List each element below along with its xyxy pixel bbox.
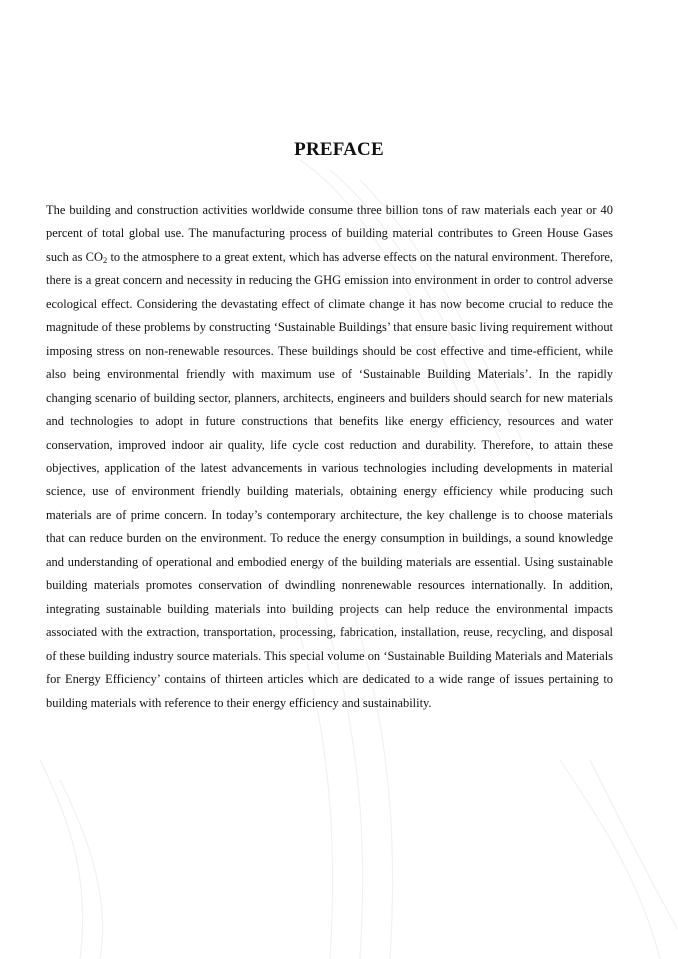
paragraph-text-part1: The building and construction activities worldwide consume three billion tons of raw materials each year or 40 percent of total global use. The manufacturing process of building material contributes to Green House Gases such as CO (46, 203, 613, 264)
preface-paragraph (46, 199, 613, 715)
paragraph-text-part2: to the atmosphere to a great extent, which has adverse effects on the natural environment. Therefore, there is a great concern and necessity in reducing the GHG emission into environment in order to control adverse ecological effect. Considering the devastating effect of climate change it has now become crucial to reduce the magnitude of these problems by constructing ‘Sustainable Buildings’ that ensure basic living requirement without imposing stress on non-renewable resources. These buildings should be cost effective and time-efficient, while also being environmental friendly with maximum use of ‘Sustainable Building Materials’. In the rapidly changing scenario of building sector, planners, architects, engineers and builders should search for new materials and technologies to adopt in future constructions that benefits like energy efficiency, resources and water conservation, improved indoor air quality, life cycle cost reduction and durability. Therefore, to attain these objectives, application of the latest advancements in various technologies including developments in material science, use of environment friendly building materials, obtaining energy efficiency while producing such materials are of prime concern. In today’s contemporary architecture, the key challenge is to choose materials that can reduce burden on the environment. To reduce the energy consumption in buildings, a sound knowledge and understanding of operational and embodied energy of the building materials are essential. Using sustainable building materials promotes conservation of dwindling nonrenewable resources internationally. In addition, integrating sustainable building materials into building projects can help reduce the environmental impacts associated with the extraction, transportation, processing, fabrication, installation, reuse, recycling, and disposal of these building industry source materials. This special volume on ‘Sustainable Building Materials and Materials for Energy Efficiency’ contains of thirteen articles which are dedicated to a wide range of issues pertaining to building materials with reference to their energy efficiency and sustainability. (46, 249, 613, 710)
page-title: PREFACE (294, 139, 384, 160)
co2-subscript: 2 (102, 254, 108, 265)
